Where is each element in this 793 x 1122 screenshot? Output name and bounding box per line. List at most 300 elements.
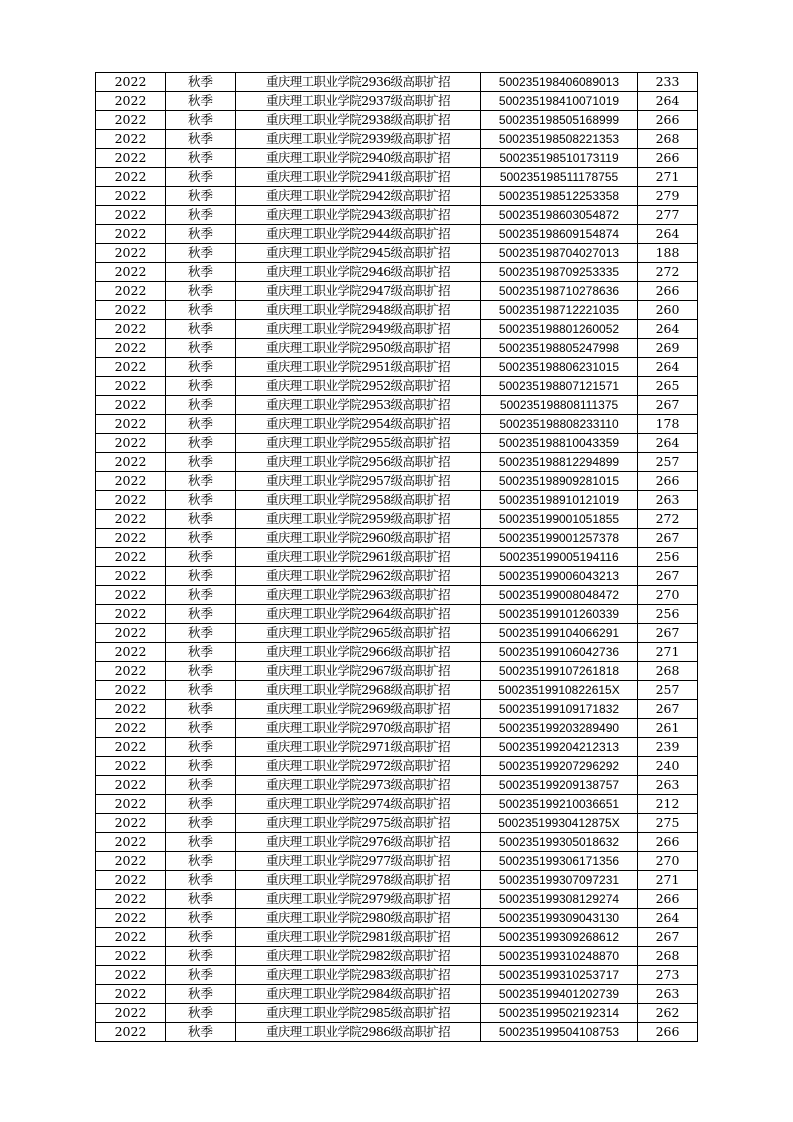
season-cell: 秋季 — [166, 814, 236, 833]
id-number-cell: 500235199309268612 — [481, 928, 638, 947]
id-number-cell: 500235198808233110 — [481, 415, 638, 434]
year-cell: 2022 — [96, 985, 166, 1004]
year-cell: 2022 — [96, 947, 166, 966]
year-cell: 2022 — [96, 681, 166, 700]
score-cell: 267 — [638, 700, 698, 719]
season-cell: 秋季 — [166, 1004, 236, 1023]
class-name-cell: 重庆理工职业学院2960级高职扩招 — [236, 529, 481, 548]
table-row — [96, 168, 698, 187]
class-name-cell: 重庆理工职业学院2977级高职扩招 — [236, 852, 481, 871]
id-number-cell: 500235199006043213 — [481, 567, 638, 586]
year-cell: 2022 — [96, 719, 166, 738]
class-name-cell: 重庆理工职业学院2976级高职扩招 — [236, 833, 481, 852]
season-cell: 秋季 — [166, 244, 236, 263]
season-cell: 秋季 — [166, 624, 236, 643]
class-name-cell: 重庆理工职业学院2973级高职扩招 — [236, 776, 481, 795]
id-number-cell: 500235198806231015 — [481, 358, 638, 377]
class-name-cell: 重庆理工职业学院2971级高职扩招 — [236, 738, 481, 757]
year-cell: 2022 — [96, 396, 166, 415]
table-row — [96, 643, 698, 662]
score-cell: 266 — [638, 472, 698, 491]
id-number-cell: 500235199207296292 — [481, 757, 638, 776]
id-number-cell: 500235198510173119 — [481, 149, 638, 168]
id-number-cell: 500235198603054872 — [481, 206, 638, 225]
id-number-cell: 500235198805247998 — [481, 339, 638, 358]
id-number-cell: 500235198909281015 — [481, 472, 638, 491]
class-name-cell: 重庆理工职业学院2959级高职扩招 — [236, 510, 481, 529]
class-name-cell: 重庆理工职业学院2945级高职扩招 — [236, 244, 481, 263]
score-cell: 239 — [638, 738, 698, 757]
table-row — [96, 282, 698, 301]
year-cell: 2022 — [96, 1004, 166, 1023]
score-cell: 271 — [638, 871, 698, 890]
table-row — [96, 795, 698, 814]
year-cell: 2022 — [96, 377, 166, 396]
score-cell: 268 — [638, 662, 698, 681]
table-row — [96, 453, 698, 472]
table-row — [96, 510, 698, 529]
year-cell: 2022 — [96, 453, 166, 472]
season-cell: 秋季 — [166, 871, 236, 890]
score-cell: 264 — [638, 909, 698, 928]
season-cell: 秋季 — [166, 890, 236, 909]
id-number-cell: 500235199309043130 — [481, 909, 638, 928]
season-cell: 秋季 — [166, 339, 236, 358]
table-row — [96, 396, 698, 415]
score-cell: 266 — [638, 890, 698, 909]
table-row — [96, 567, 698, 586]
season-cell: 秋季 — [166, 434, 236, 453]
id-number-cell: 500235198406089013 — [481, 73, 638, 92]
class-name-cell: 重庆理工职业学院2950级高职扩招 — [236, 339, 481, 358]
table-row — [96, 130, 698, 149]
score-cell: 257 — [638, 453, 698, 472]
year-cell: 2022 — [96, 73, 166, 92]
class-name-cell: 重庆理工职业学院2985级高职扩招 — [236, 1004, 481, 1023]
table-row — [96, 149, 698, 168]
year-cell: 2022 — [96, 244, 166, 263]
table-row — [96, 700, 698, 719]
season-cell: 秋季 — [166, 92, 236, 111]
table-row — [96, 947, 698, 966]
class-name-cell: 重庆理工职业学院2938级高职扩招 — [236, 111, 481, 130]
score-cell: 267 — [638, 529, 698, 548]
id-number-cell: 500235198807121571 — [481, 377, 638, 396]
class-name-cell: 重庆理工职业学院2982级高职扩招 — [236, 947, 481, 966]
score-cell: 263 — [638, 491, 698, 510]
season-cell: 秋季 — [166, 396, 236, 415]
season-cell: 秋季 — [166, 491, 236, 510]
table-row — [96, 434, 698, 453]
year-cell: 2022 — [96, 92, 166, 111]
class-name-cell: 重庆理工职业学院2957级高职扩招 — [236, 472, 481, 491]
season-cell: 秋季 — [166, 1023, 236, 1042]
score-cell: 265 — [638, 377, 698, 396]
score-cell: 266 — [638, 833, 698, 852]
year-cell: 2022 — [96, 130, 166, 149]
class-name-cell: 重庆理工职业学院2952级高职扩招 — [236, 377, 481, 396]
score-cell: 266 — [638, 111, 698, 130]
year-cell: 2022 — [96, 909, 166, 928]
season-cell: 秋季 — [166, 738, 236, 757]
year-cell: 2022 — [96, 833, 166, 852]
score-cell: 264 — [638, 225, 698, 244]
year-cell: 2022 — [96, 415, 166, 434]
season-cell: 秋季 — [166, 225, 236, 244]
score-cell: 256 — [638, 605, 698, 624]
id-number-cell: 500235199107261818 — [481, 662, 638, 681]
table-row — [96, 415, 698, 434]
table-row — [96, 529, 698, 548]
id-number-cell: 500235199401202739 — [481, 985, 638, 1004]
year-cell: 2022 — [96, 1023, 166, 1042]
score-cell: 264 — [638, 92, 698, 111]
score-cell: 270 — [638, 586, 698, 605]
season-cell: 秋季 — [166, 776, 236, 795]
season-cell: 秋季 — [166, 320, 236, 339]
id-number-cell: 500235198512253358 — [481, 187, 638, 206]
year-cell: 2022 — [96, 187, 166, 206]
class-name-cell: 重庆理工职业学院2966级高职扩招 — [236, 643, 481, 662]
season-cell: 秋季 — [166, 700, 236, 719]
class-name-cell: 重庆理工职业学院2964级高职扩招 — [236, 605, 481, 624]
id-number-cell: 500235198508221353 — [481, 130, 638, 149]
id-number-cell: 500235198810043359 — [481, 434, 638, 453]
id-number-cell: 500235199204212313 — [481, 738, 638, 757]
score-cell: 279 — [638, 187, 698, 206]
id-number-cell: 500235199001051855 — [481, 510, 638, 529]
year-cell: 2022 — [96, 149, 166, 168]
class-name-cell: 重庆理工职业学院2984级高职扩招 — [236, 985, 481, 1004]
year-cell: 2022 — [96, 358, 166, 377]
score-cell: 273 — [638, 966, 698, 985]
table-row — [96, 662, 698, 681]
class-name-cell: 重庆理工职业学院2972级高职扩招 — [236, 757, 481, 776]
class-name-cell: 重庆理工职业学院2986级高职扩招 — [236, 1023, 481, 1042]
score-cell: 263 — [638, 776, 698, 795]
table-row — [96, 757, 698, 776]
year-cell: 2022 — [96, 225, 166, 244]
table-row — [96, 852, 698, 871]
score-cell: 266 — [655, 1024, 680, 1039]
class-name-cell: 重庆理工职业学院2947级高职扩招 — [236, 282, 481, 301]
class-name-cell: 重庆理工职业学院2942级高职扩招 — [236, 187, 481, 206]
class-name-cell: 重庆理工职业学院2955级高职扩招 — [236, 434, 481, 453]
class-name-cell: 重庆理工职业学院2936级高职扩招 — [236, 73, 481, 92]
score-cell: 271 — [638, 643, 698, 662]
table-row — [96, 301, 698, 320]
table-row — [96, 871, 698, 890]
score-cell: 188 — [638, 244, 698, 263]
id-number-cell: 500235199109171832 — [481, 700, 638, 719]
year-cell: 2022 — [96, 890, 166, 909]
year-cell: 2022 — [96, 776, 166, 795]
table-row — [96, 909, 698, 928]
season-cell: 秋季 — [166, 472, 236, 491]
season-cell: 秋季 — [166, 453, 236, 472]
score-cell: 264 — [638, 434, 698, 453]
table-row — [96, 225, 698, 244]
season-cell: 秋季 — [166, 605, 236, 624]
score-cell: 268 — [638, 130, 698, 149]
id-number-cell: 500235199305018632 — [481, 833, 638, 852]
season-cell: 秋季 — [166, 548, 236, 567]
table-row — [96, 966, 698, 985]
id-number-cell: 500235199008048472 — [481, 586, 638, 605]
id-number-cell: 500235199101260339 — [481, 605, 638, 624]
class-name-cell: 重庆理工职业学院2948级高职扩招 — [236, 301, 481, 320]
season-cell: 秋季 — [166, 301, 236, 320]
records-table — [95, 72, 698, 1042]
year-cell: 2022 — [96, 757, 166, 776]
id-number-cell: 500235199307097231 — [481, 871, 638, 890]
season-cell: 秋季 — [166, 529, 236, 548]
season-cell: 秋季 — [166, 795, 236, 814]
score-cell: 270 — [638, 852, 698, 871]
id-number-cell: 500235199308129274 — [481, 890, 638, 909]
class-name-cell: 重庆理工职业学院2951级高职扩招 — [236, 358, 481, 377]
year-cell: 2022 — [96, 282, 166, 301]
score-cell: 240 — [638, 757, 698, 776]
id-number-cell: 500235199502192314 — [481, 1004, 638, 1023]
score-cell: 271 — [638, 168, 698, 187]
score-cell: 178 — [638, 415, 698, 434]
class-name-cell: 重庆理工职业学院2946级高职扩招 — [236, 263, 481, 282]
year-cell: 2022 — [96, 966, 166, 985]
score-cell: 269 — [638, 339, 698, 358]
class-name-cell: 重庆理工职业学院2963级高职扩招 — [236, 586, 481, 605]
id-number-cell: 500235198801260052 — [481, 320, 638, 339]
year-cell: 2022 — [96, 738, 166, 757]
season-cell: 秋季 — [166, 187, 236, 206]
table-row — [96, 719, 698, 738]
score-cell: 267 — [638, 928, 698, 947]
table-row — [96, 1004, 698, 1023]
class-name-cell: 重庆理工职业学院2943级高职扩招 — [236, 206, 481, 225]
records-table-body — [96, 73, 698, 1042]
season-cell: 秋季 — [166, 206, 236, 225]
season-cell: 秋季 — [166, 966, 236, 985]
year-cell: 2022 — [96, 111, 166, 130]
season-cell: 秋季 — [166, 358, 236, 377]
id-number-cell: 500235198709253335 — [481, 263, 638, 282]
id-number-cell: 500235198704027013 — [481, 244, 638, 263]
year-cell: 2022 — [96, 871, 166, 890]
season-cell: 秋季 — [166, 149, 236, 168]
class-name-cell: 重庆理工职业学院2965级高职扩招 — [236, 624, 481, 643]
season-cell: 秋季 — [166, 757, 236, 776]
season-cell: 秋季 — [166, 415, 236, 434]
year-cell: 2022 — [96, 624, 166, 643]
class-name-cell: 重庆理工职业学院2940级高职扩招 — [236, 149, 481, 168]
class-name-cell: 重庆理工职业学院2954级高职扩招 — [236, 415, 481, 434]
id-number-cell: 500235199106042736 — [481, 643, 638, 662]
score-cell: 267 — [638, 567, 698, 586]
table-row — [96, 605, 698, 624]
score-cell: 267 — [638, 624, 698, 643]
class-name-cell: 重庆理工职业学院2980级高职扩招 — [236, 909, 481, 928]
year-cell: 2022 — [96, 548, 166, 567]
table-row — [96, 776, 698, 795]
class-name-cell: 重庆理工职业学院2983级高职扩招 — [236, 966, 481, 985]
class-name-cell: 重庆理工职业学院2953级高职扩招 — [236, 396, 481, 415]
year-cell: 2022 — [96, 263, 166, 282]
season-cell: 秋季 — [166, 168, 236, 187]
season-cell: 秋季 — [166, 909, 236, 928]
score-cell: 212 — [638, 795, 698, 814]
id-number-cell: 500235198505168999 — [481, 111, 638, 130]
class-name-cell: 重庆理工职业学院2937级高职扩招 — [236, 92, 481, 111]
score-cell: 257 — [638, 681, 698, 700]
year-cell: 2022 — [96, 206, 166, 225]
table-row — [96, 358, 698, 377]
year-cell: 2022 — [96, 814, 166, 833]
score-cell: 277 — [638, 206, 698, 225]
class-name-cell: 重庆理工职业学院2961级高职扩招 — [236, 548, 481, 567]
table-row — [96, 1023, 698, 1042]
class-name-cell: 重庆理工职业学院2981级高职扩招 — [236, 928, 481, 947]
id-number-cell: 50023519910822615X — [481, 681, 638, 700]
year-cell: 2022 — [96, 168, 166, 187]
id-number-cell: 500235198609154874 — [481, 225, 638, 244]
year-cell: 2022 — [96, 795, 166, 814]
year-cell: 2022 — [96, 852, 166, 871]
season-cell: 秋季 — [166, 985, 236, 1004]
year-cell: 2022 — [96, 529, 166, 548]
score-cell: 267 — [638, 396, 698, 415]
table-row — [96, 624, 698, 643]
score-cell: 233 — [638, 73, 698, 92]
season-cell: 秋季 — [166, 719, 236, 738]
year-cell: 2022 — [96, 605, 166, 624]
id-number-cell: 500235199210036651 — [481, 795, 638, 814]
id-number-cell: 500235198812294899 — [481, 453, 638, 472]
id-number-cell: 500235199310253717 — [481, 966, 638, 985]
table-row — [96, 244, 698, 263]
table-row — [96, 472, 698, 491]
class-name-cell: 重庆理工职业学院2944级高职扩招 — [236, 225, 481, 244]
table-row — [96, 263, 698, 282]
season-cell: 秋季 — [166, 73, 236, 92]
id-number-cell: 500235199203289490 — [481, 719, 638, 738]
table-row — [96, 111, 698, 130]
season-cell: 秋季 — [166, 263, 236, 282]
table-row — [96, 320, 698, 339]
id-number-cell: 500235199504108753 — [481, 1023, 638, 1042]
season-cell: 秋季 — [166, 643, 236, 662]
score-cell: 263 — [638, 985, 698, 1004]
season-cell: 秋季 — [166, 681, 236, 700]
table-row — [96, 814, 698, 833]
table-row — [96, 985, 698, 1004]
season-cell: 秋季 — [166, 282, 236, 301]
id-number-cell: 500235199104066291 — [481, 624, 638, 643]
season-cell: 秋季 — [166, 852, 236, 871]
score-cell: 264 — [638, 358, 698, 377]
score-cell: 262 — [638, 1004, 698, 1023]
class-name-cell: 重庆理工职业学院2974级高职扩招 — [236, 795, 481, 814]
class-name-cell: 重庆理工职业学院2967级高职扩招 — [236, 662, 481, 681]
score-cell: 275 — [638, 814, 698, 833]
id-number-cell: 500235198511178755 — [481, 168, 638, 187]
table-row — [96, 92, 698, 111]
season-cell: 秋季 — [166, 377, 236, 396]
table-row — [96, 833, 698, 852]
year-cell: 2022 — [96, 510, 166, 529]
id-number-cell: 500235198712221035 — [481, 301, 638, 320]
table-row — [96, 548, 698, 567]
class-name-cell: 重庆理工职业学院2958级高职扩招 — [236, 491, 481, 510]
season-cell: 秋季 — [166, 111, 236, 130]
season-cell: 秋季 — [166, 833, 236, 852]
score-cell: 260 — [638, 301, 698, 320]
table-row — [96, 928, 698, 947]
class-name-cell: 重庆理工职业学院2975级高职扩招 — [236, 814, 481, 833]
season-cell: 秋季 — [166, 510, 236, 529]
year-cell: 2022 — [96, 700, 166, 719]
class-name-cell: 重庆理工职业学院2969级高职扩招 — [236, 700, 481, 719]
id-number-cell: 50023519930412875X — [481, 814, 638, 833]
table-row — [96, 339, 698, 358]
year-cell: 2022 — [96, 567, 166, 586]
year-cell: 2022 — [96, 491, 166, 510]
score-cell: 264 — [638, 320, 698, 339]
id-number-cell: 500235199306171356 — [481, 852, 638, 871]
score-cell: 256 — [638, 548, 698, 567]
class-name-cell: 重庆理工职业学院2939级高职扩招 — [236, 130, 481, 149]
id-number-cell: 500235198808111375 — [481, 396, 638, 415]
year-cell: 2022 — [96, 320, 166, 339]
score-cell: 268 — [638, 947, 698, 966]
score-cell: 272 — [638, 263, 698, 282]
table-row — [96, 187, 698, 206]
class-name-cell: 重庆理工职业学院2979级高职扩招 — [236, 890, 481, 909]
class-name-cell: 重庆理工职业学院2956级高职扩招 — [236, 453, 481, 472]
id-number-cell: 500235198910121019 — [481, 491, 638, 510]
table-row — [96, 681, 698, 700]
table-row — [96, 206, 698, 225]
table-row — [96, 491, 698, 510]
year-cell: 2022 — [96, 586, 166, 605]
id-number-cell: 500235199001257378 — [481, 529, 638, 548]
season-cell: 秋季 — [166, 586, 236, 605]
class-name-cell: 重庆理工职业学院2968级高职扩招 — [236, 681, 481, 700]
class-name-cell: 重庆理工职业学院2962级高职扩招 — [236, 567, 481, 586]
year-cell: 2022 — [96, 662, 166, 681]
table-row — [96, 586, 698, 605]
class-name-cell: 重庆理工职业学院2941级高职扩招 — [236, 168, 481, 187]
table-row — [96, 377, 698, 396]
class-name-cell: 重庆理工职业学院2970级高职扩招 — [236, 719, 481, 738]
year-cell: 2022 — [96, 434, 166, 453]
season-cell: 秋季 — [166, 928, 236, 947]
class-name-cell: 重庆理工职业学院2978级高职扩招 — [236, 871, 481, 890]
year-cell: 2022 — [96, 472, 166, 491]
class-name-cell: 重庆理工职业学院2949级高职扩招 — [236, 320, 481, 339]
id-number-cell: 500235199209138757 — [481, 776, 638, 795]
season-cell: 秋季 — [166, 662, 236, 681]
id-number-cell: 500235198410071019 — [481, 92, 638, 111]
year-cell: 2022 — [96, 643, 166, 662]
season-cell: 秋季 — [166, 947, 236, 966]
year-cell: 2022 — [96, 339, 166, 358]
id-number-cell: 500235199005194116 — [481, 548, 638, 567]
season-cell: 秋季 — [166, 130, 236, 149]
score-cell: 272 — [638, 510, 698, 529]
year-cell: 2022 — [96, 301, 166, 320]
table-row — [96, 738, 698, 757]
id-number-cell: 500235199310248870 — [481, 947, 638, 966]
